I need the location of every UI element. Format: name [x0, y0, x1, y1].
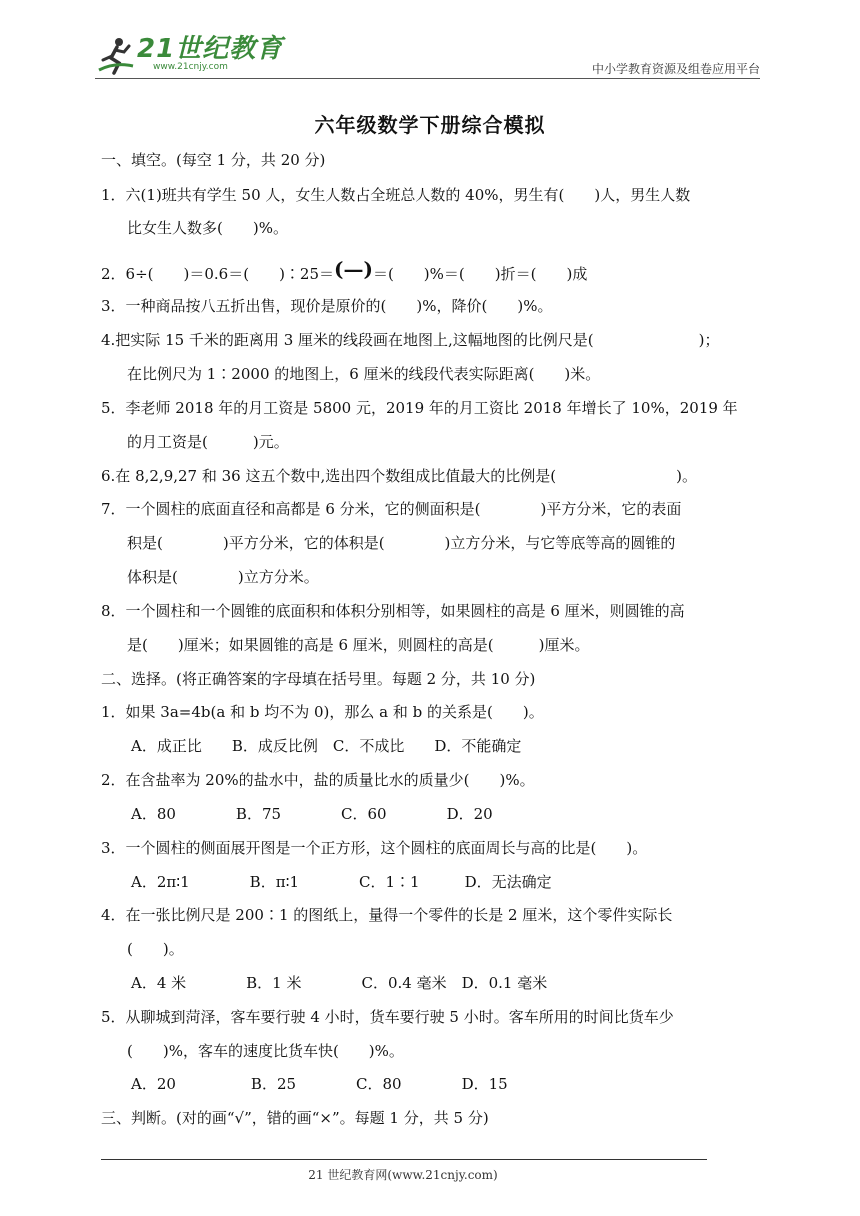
question-line: 5．李老师 2018 年的月工资是 5800 元，2019 年的月工资比 2018 年增长了 10%，2019 年: [101, 399, 738, 417]
question-line: 1．如果 3a=4b(a 和 b 均不为 0)，那么 a 和 b 的关系是( )。: [101, 703, 544, 721]
page-footer: 21 世纪教育网(www.21cnjy.com): [308, 1168, 498, 1182]
footer-divider: [101, 1159, 707, 1160]
question-line: 4．在一张比例尺是 200∶1 的图纸上，量得一个零件的长是 2 厘米，这个零件实际长: [101, 906, 673, 924]
logo-main-text: 21世纪教育: [137, 34, 284, 64]
runner-logo-icon: [95, 36, 135, 76]
question-line: 3．一种商品按八五折出售，现价是原价的( )%，降价( )%。: [101, 297, 553, 315]
question-line: 积是( )平方分米，它的体积是( )立方分米，与它等底等高的圆锥的: [127, 534, 676, 552]
question-line: 的月工资是( )元。: [127, 433, 289, 451]
question-line: 比女生人数多( )%。: [127, 219, 288, 237]
section-heading-fill-blank: 一、填空。(每空 1 分，共 20 分): [101, 151, 326, 169]
options-line: A．2π∶1 B．π∶1 C．1∶1 D．无法确定: [131, 873, 552, 891]
question-line: 8．一个圆柱和一个圆锥的底面积和体积分别相等，如果圆柱的高是 6 厘米，则圆锥的高: [101, 602, 685, 620]
question-line: 3．一个圆柱的侧面展开图是一个正方形，这个圆柱的底面周长与高的比是( )。: [101, 839, 648, 857]
question-line: 是( )厘米；如果圆锥的高是 6 厘米，则圆柱的高是( )厘米。: [127, 636, 590, 654]
question-line: 2．在含盐率为 20%的盐水中，盐的质量比水的质量少( )%。: [101, 771, 535, 789]
fraction-blank: (—): [334, 257, 373, 281]
question-line: 2．6÷( )＝0.6＝( )∶25＝(—)＝( )%＝( )折＝( )成: [101, 257, 588, 283]
options-line: A．20 B．25 C．80 D．15: [131, 1075, 508, 1093]
options-line: A．成正比 B．成反比例 C．不成比 D．不能确定: [131, 737, 522, 755]
page-title: 六年级数学下册综合模拟: [314, 113, 546, 137]
question-line: 4.把实际 15 千米的距离用 3 厘米的线段画在地图上,这幅地图的比例尺是( )；: [101, 331, 720, 349]
platform-name: 中小学教育资源及组卷应用平台: [591, 62, 760, 76]
question-line: ( )%，客车的速度比货车快( )%。: [127, 1042, 404, 1060]
options-line: A．80 B．75 C．60 D．20: [131, 805, 493, 823]
question-line: 1．六(1)班共有学生 50 人，女生人数占全班总人数的 40%，男生有( )人，男生人数: [101, 186, 691, 204]
question-line: ( )。: [127, 940, 184, 958]
logo-url-text: www.21cnjy.com: [153, 62, 228, 72]
question-line: 6.在 8,2,9,27 和 36 这五个数中,选出四个数组成比值最大的比例是( )。: [101, 467, 697, 485]
question-line: 7．一个圆柱的底面直径和高都是 6 分米，它的侧面积是( )平方分米，它的表面: [101, 500, 682, 518]
page-header: [95, 30, 760, 80]
options-line: A．4 米 B．1 米 C．0.4 毫米 D．0.1 毫米: [131, 974, 548, 992]
question-line: 体积是( )立方分米。: [127, 568, 319, 586]
section-heading-choice: 二、选择。(将正确答案的字母填在括号里。每题 2 分，共 10 分): [101, 670, 536, 688]
logo: [95, 36, 283, 76]
section-heading-judge: 三、判断。(对的画“√”，错的画“×”。每题 1 分，共 5 分): [101, 1109, 489, 1127]
question-line: 5．从聊城到菏泽，客车要行驶 4 小时，货车要行驶 5 小时。客车所用的时间比货车少: [101, 1008, 674, 1026]
question-line: 在比例尺为 1∶2000 的地图上，6 厘米的线段代表实际距离( )米。: [127, 365, 601, 383]
header-divider: [95, 78, 760, 79]
